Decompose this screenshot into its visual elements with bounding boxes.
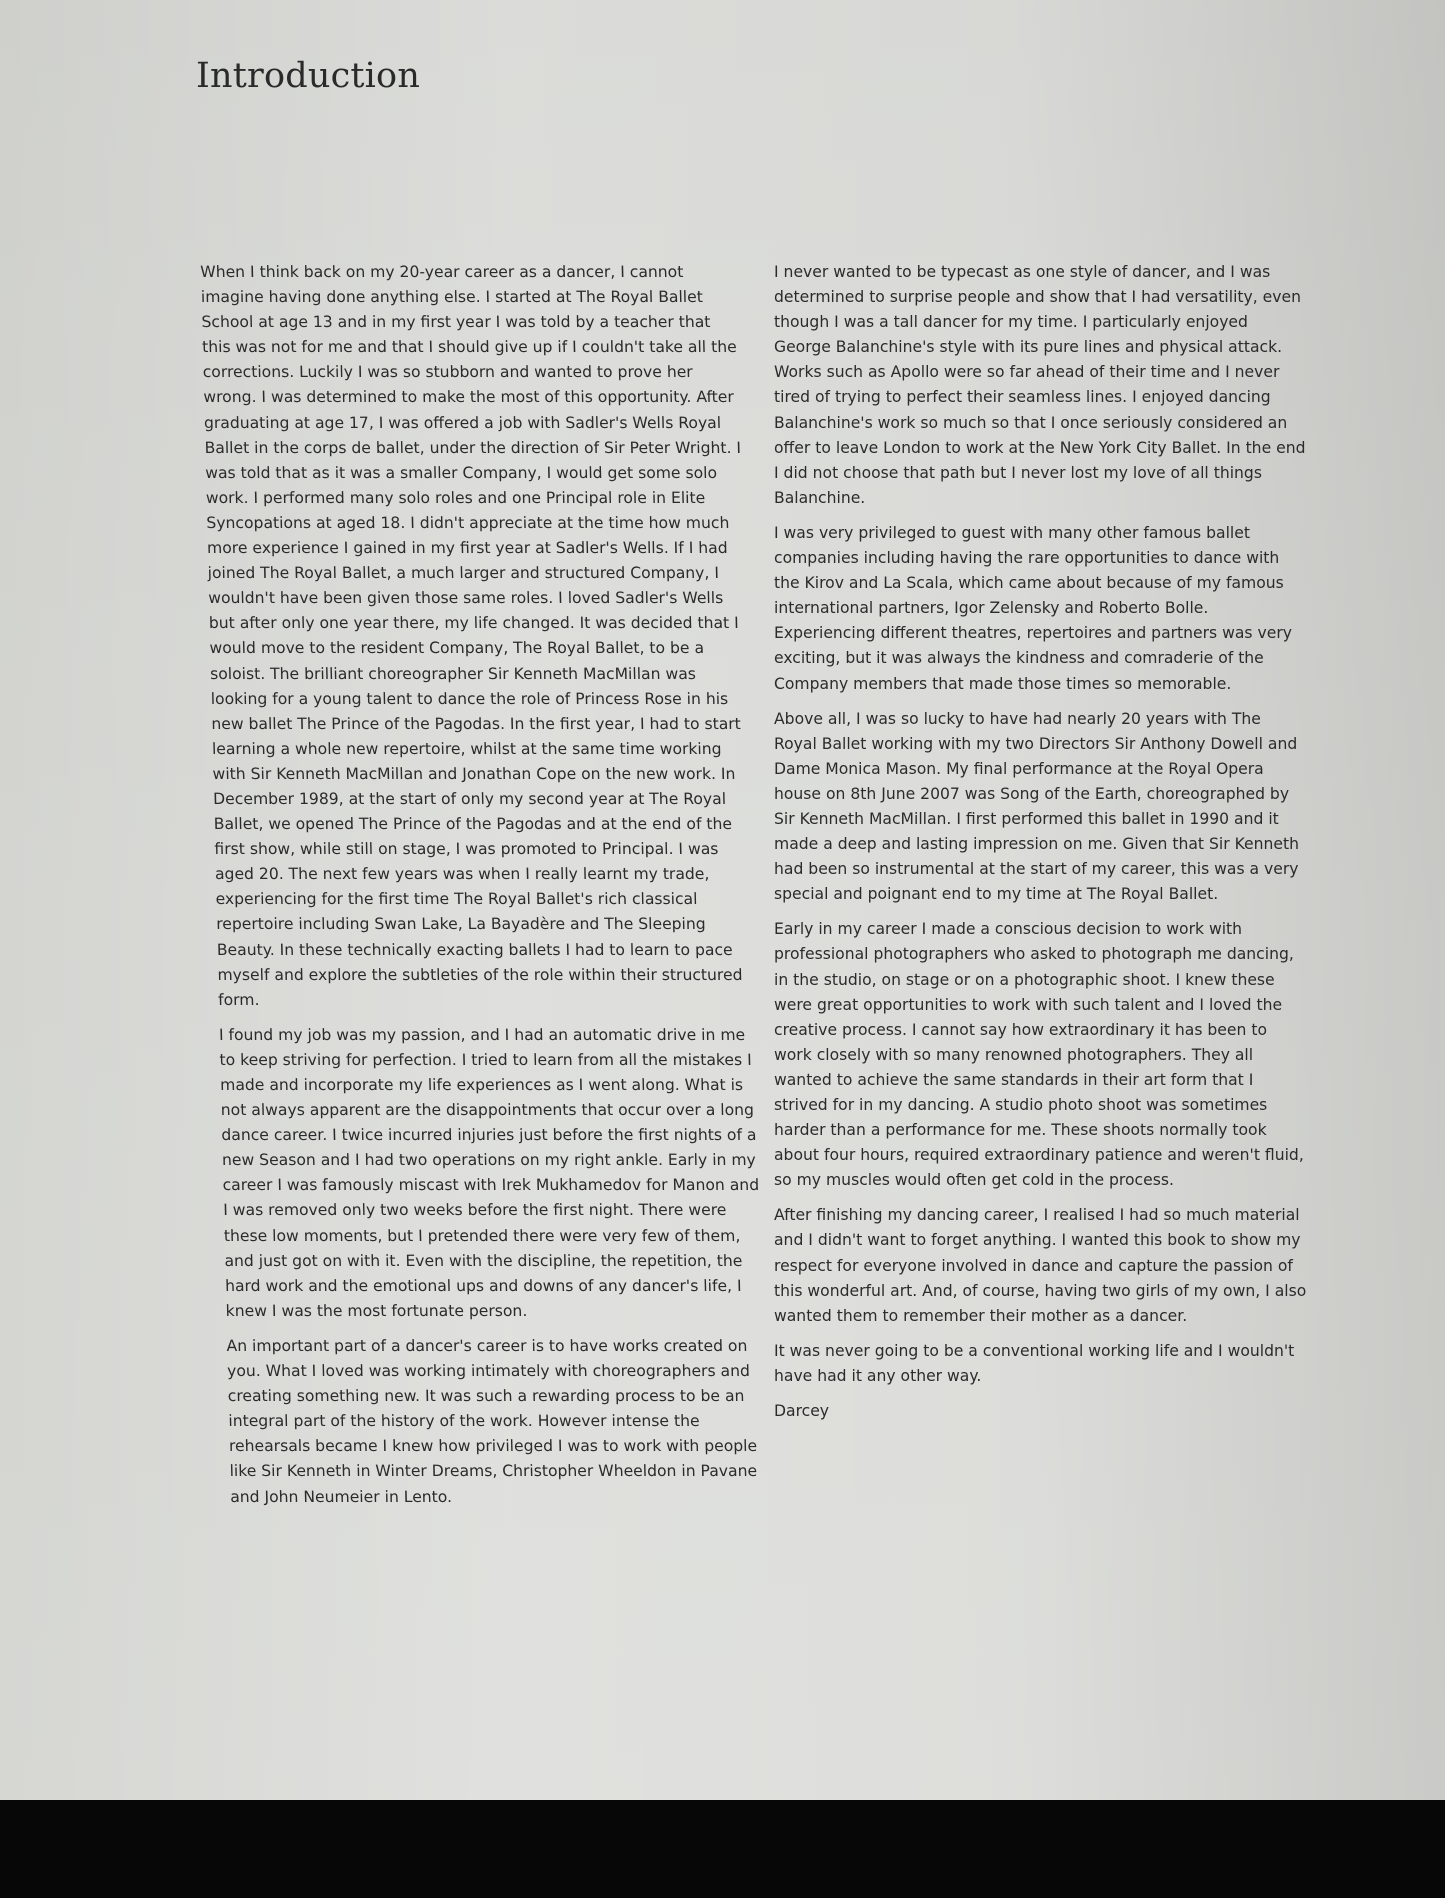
paragraph: I never wanted to be typecast as one style of dancer, and I was determined to surprise people and show that I had versatility, even though I was a tall dancer for my time. I particularly enjoyed George Balanchine's style with its pure lines and physical attack. Works such as Apollo were so far ahead of their time and I never tired of trying to perfect their seamless lines. I enjoyed dancing Balanchine's work so much so that I once seriously considered an offer to leave London to work at the New York City Ballet. In the end I did not choose that path but I never lost my love of all things Balanchine. <box>774 263 1306 507</box>
right-text-column <box>774 260 1308 1434</box>
paragraph: Early in my career I made a conscious decision to work with professional photographers who asked to photograph me dancing, in the studio, on stage or on a photographic shoot. I knew these were great opportunities to work with such talent and I loved the creative process. I cannot say how extraordinary it has been to work closely with so many renowned photographers. They all wanted to achieve the same standards in their art form that I strived for in my dancing. A studio photo shoot was sometimes harder than a performance for me. These shoots normally took about four hours, required extraordinary patience and weren't fluid, so my muscles would often get cold in the process. <box>774 920 1304 1190</box>
paragraph: After finishing my dancing career, I realised I had so much material and I didn't want to forget anything. I wanted this book to show my respect for everyone involved in dance and capture the passion of this wonderful art. And, of course, having two girls of my own, I also wanted them to remember their mother as a dancer. <box>774 1206 1307 1325</box>
paragraph: I was very privileged to guest with many other famous ballet companies including having the rare opportunities to dance with the Kirov and La Scala, which came about because of my famous international partners, Igor Zelensky and Roberto Bolle. Experiencing different theatres, repertoires and partners was very exciting, but it was always the kindness and comraderie of the Company members that made those times so memorable. <box>774 523 1292 693</box>
page-title: Introduction <box>196 56 421 96</box>
paragraph: Above all, I was so lucky to have had nearly 20 years with The Royal Ballet working with my two Directors Sir Anthony Dowell and Dame Monica Mason. My final performance at the Royal Opera house on 8th June 2007 was Song of the Earth, choreographed by Sir Kenneth MacMillan. I first performed this ballet in 1990 and it made a deep and lasting impression on me. Given that Sir Kenneth had been so instrumental at the start of my career, this was a very special and poignant end to my time at The Royal Ballet. <box>774 709 1299 904</box>
left-text-column <box>200 260 771 1520</box>
dark-background-edge <box>0 1800 1445 1898</box>
paragraph: It was never going to be a conventional working life and I wouldn't have had it any other way. <box>774 1341 1295 1385</box>
paragraph: When I think back on my 20-year career as a dancer, I cannot imagine having done anything else. I started at The Royal Ballet School at age 13 and in my first year I was told by a teacher that this was not for me and that I should give up if I couldn't take all the corrections. Luckily I was so stubborn and wanted to prove her wrong. I was determined to make the most of this opportunity. After graduating at age 17, I was offered a job with Sadler's Wells Royal Ballet in the corps de ballet, under the direction of Sir Peter Wright. I was told that as it was a smaller Company, I would get some solo work. I performed many solo roles and one Principal role in Elite Syncopations at aged 18. I didn't appreciate at the time how much more experience I gained in my first year at Sadler's Wells. If I had joined The Royal Ballet, a much larger and structured Company, I wouldn't have been given those same roles. I loved Sadler's Wells but after only one year there, my life changed. It was decided that I would move to the resident Company, The Royal Ballet, to be a soloist. The brilliant choreographer Sir Kenneth MacMillan was looking for a young talent to dance the role of Princess Rose in his new ballet The Prince of the Pagodas. In the first year, I had to start learning a whole new repertoire, whilst at the same time working with Sir Kenneth MacMillan and Jonathan Cope on the new work. In December 1989, at the start of only my second year at The Royal Ballet, we opened The Prince of the Pagodas and at the end of the first show, while still on stage, I was promoted to Principal. I was aged 20. The next few years was when I really learnt my trade, experiencing for the first time The Royal Ballet's rich classical repertoire including Swan Lake, La Bayadère and The Sleeping Beauty. In these technically exacting ballets I had to learn to pace myself and explore the subtleties of the role within their structured form. <box>200 263 743 1009</box>
paragraph: An important part of a dancer's career is to have works created on you. What I loved was working intimately with choreographers and creating something new. It was such a rewarding process to be an integral part of the history of the work. However intense the rehearsals became I knew how privileged I was to work with people like Sir Kenneth in Winter Dreams, Christopher Wheeldon in Pavane and John Neumeier in Lento. <box>226 1336 758 1506</box>
signature: Darcey <box>774 1402 830 1421</box>
paragraph: I found my job was my passion, and I had an automatic drive in me to keep striving for perfection. I tried to learn from all the mistakes I made and incorporate my life experiences as I went along. What is not always apparent are the disappointments that occur over a long dance career. I twice incurred injuries just before the first nights of a new Season and I had two operations on my right ankle. Early in my career I was famously miscast with Irek Mukhamedov for Manon and I was removed only two weeks before the first night. There were these low moments, but I pretended there were very few of them, and just got on with it. Even with the discipline, the repetition, the hard work and the emotional ups and downs of any dancer's life, I knew I was the most fortunate person. <box>218 1025 760 1320</box>
